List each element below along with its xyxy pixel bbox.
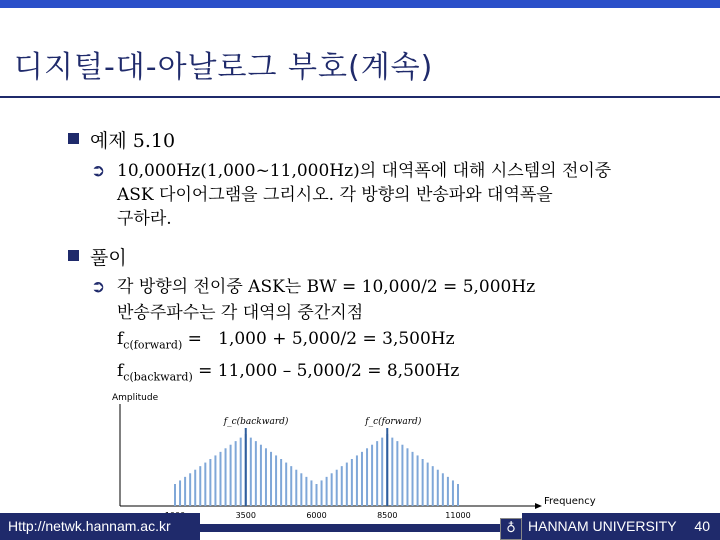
title-divider xyxy=(0,96,720,98)
spectrum-lines xyxy=(175,428,458,506)
ask-spectrum-chart xyxy=(110,390,610,520)
page-number: 40 xyxy=(694,518,710,534)
formula-forward: $f_{c(forward)} = 1,000 + 5,000/2 = 3,500Hz$ xyxy=(117,329,455,352)
x-axis-arrow-icon xyxy=(535,503,542,509)
example-text xyxy=(91,159,612,231)
bullet-label: 풀이 xyxy=(90,247,127,269)
university-name: HANNAM UNIVERSITY xyxy=(528,518,677,534)
x-tick-label: 8500 xyxy=(377,511,398,520)
footer-url: Http://netwk.hannam.ac.kr xyxy=(0,513,200,540)
bullet-example xyxy=(90,126,175,153)
text-line: 반송주파수는 각 대역의 중간지점 xyxy=(117,303,364,323)
x-tick-labels xyxy=(165,511,471,520)
top-accent-bar xyxy=(0,0,720,8)
carrier-label: f_c(backward) xyxy=(223,417,289,427)
arrow-bullet-icon: ➲ xyxy=(91,161,106,181)
x-axis-label: Frequency xyxy=(544,496,596,507)
text-line: 구하라. xyxy=(117,209,172,229)
y-axis-label: Amplitude xyxy=(112,393,159,403)
text-line: 10,000Hz(1,000~11,000Hz)의 대역폭에 대해 시스템의 전이중 xyxy=(117,161,612,181)
bullet-solution xyxy=(90,243,127,270)
square-bullet-icon xyxy=(68,133,79,144)
square-bullet-icon xyxy=(68,250,79,261)
footer-bar xyxy=(200,524,500,532)
x-tick-label: 11000 xyxy=(445,511,471,520)
carrier-label: f_c(forward) xyxy=(365,417,422,427)
solution-text xyxy=(91,274,536,391)
carrier-labels xyxy=(223,416,422,427)
bullet-label: 예제 5.10 xyxy=(90,130,176,152)
footer-university xyxy=(522,513,720,540)
text-line: ASK 다이어그램을 그리시오. 각 방향의 반송파와 대역폭을 xyxy=(117,185,553,205)
arrow-bullet-icon: ➲ xyxy=(91,277,106,297)
x-tick-label: 6000 xyxy=(306,511,327,520)
x-tick-label: 3500 xyxy=(235,511,256,520)
formula-backward: $f_{c(backward)} = 11,000 - 5,000/2 = 8,500Hz$ xyxy=(117,361,460,384)
university-logo-icon: ♁ xyxy=(500,518,522,540)
text-line: 각 방향의 전이중 ASK는 BW = 10,000/2 = 5,000Hz xyxy=(117,277,536,297)
slide-title: 디지털-대-아날로그 부호(계속) xyxy=(14,50,434,85)
